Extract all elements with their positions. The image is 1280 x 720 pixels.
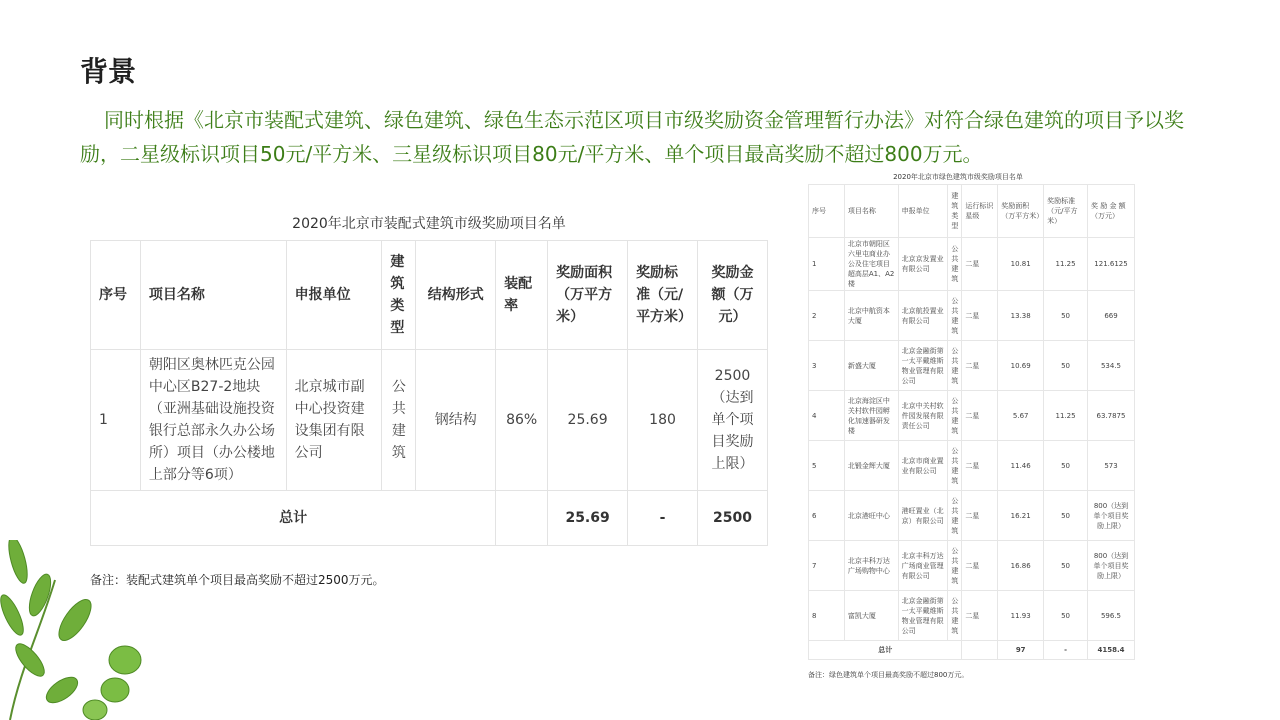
table-row [809, 441, 1135, 491]
green-building-award-table [808, 184, 1135, 660]
table2-total-standard: - [1044, 641, 1088, 660]
table1-caption: 2020年北京市装配式建筑市级奖励项目名单 [292, 216, 566, 232]
table1-header-cell: 奖励金额（万元） [697, 241, 767, 350]
table2-cell: 北京丰科万达广场购物中心 [844, 541, 898, 591]
leaf-decoration-icon [0, 540, 160, 720]
table2-cell: 二星 [962, 391, 998, 441]
table2-note: 备注：绿色建筑单个项目最高奖励不超过800万元。 [808, 671, 969, 679]
table2-header-cell: 奖励标准（元/平方米） [1044, 185, 1088, 238]
table2-header-cell: 奖励面积（万平方米） [998, 185, 1044, 238]
table2-cell: 富凯大厦 [844, 591, 898, 641]
table2-cell: 121.6125 [1088, 238, 1135, 291]
table-row [809, 391, 1135, 441]
table2-cell: 50 [1044, 291, 1088, 341]
table2-header-cell: 申报单位 [898, 185, 948, 238]
table2-header-cell: 奖 励 金 额（万元） [1088, 185, 1135, 238]
table1-cell: 公共建筑 [382, 350, 416, 491]
table2-header-row [809, 185, 1135, 238]
table1-header-cell: 建筑类型 [382, 241, 416, 350]
table2-cell: 800（达到单个项目奖励上限） [1088, 491, 1135, 541]
table-row [91, 350, 768, 491]
table-row [809, 238, 1135, 291]
table1-header-cell: 奖励面积（万平方米） [548, 241, 628, 350]
table-row [809, 491, 1135, 541]
table2-cell: 公共建筑 [948, 491, 962, 541]
table2-cell: 北锻金辉大厦 [844, 441, 898, 491]
table2-cell: 北京航投置业有限公司 [898, 291, 948, 341]
table2-cell: 5.67 [998, 391, 1044, 441]
table2-cell: 公共建筑 [948, 441, 962, 491]
table1-total-row [91, 491, 768, 546]
table2-cell: 13.38 [998, 291, 1044, 341]
table2-cell: 50 [1044, 341, 1088, 391]
table1-total-label: 总计 [91, 491, 496, 546]
table-row [809, 541, 1135, 591]
table2-total-label: 总计 [809, 641, 962, 660]
table1-header-row [91, 241, 768, 350]
table2-total-row [809, 641, 1135, 660]
table2-cell: 11.46 [998, 441, 1044, 491]
table2-cell: 7 [809, 541, 845, 591]
table2-cell: 北京海淀区中关村软件园孵化加速器研发楼 [844, 391, 898, 441]
table1-cell: 钢结构 [416, 350, 496, 491]
table-row [809, 591, 1135, 641]
table2-cell: 16.86 [998, 541, 1044, 591]
table1-header-cell: 项目名称 [140, 241, 286, 350]
table2-cell: 10.69 [998, 341, 1044, 391]
table1-cell [496, 491, 548, 546]
table2-cell: 二星 [962, 238, 998, 291]
table2-cell: 1 [809, 238, 845, 291]
table2-cell: 50 [1044, 591, 1088, 641]
table1-cell: 朝阳区奥林匹克公园中心区B27-2地块（亚洲基础设施投资银行总部永久办公场所）项目（办公楼地上部分等6项） [140, 350, 286, 491]
table2-cell: 10.81 [998, 238, 1044, 291]
table2-cell: 2 [809, 291, 845, 341]
table2-cell: 北京金融街第一太平戴维斯物业管理有限公司 [898, 591, 948, 641]
table1-cell: 2500（达到单个项目奖励上限） [697, 350, 767, 491]
table2-cell: 16.21 [998, 491, 1044, 541]
page-title: 背景 [80, 55, 137, 88]
table2-cell: 11.25 [1044, 391, 1088, 441]
table2-cell: 公共建筑 [948, 341, 962, 391]
table2-cell: 北京金融街第一太平戴维斯物业管理有限公司 [898, 341, 948, 391]
table2-cell: 63.7875 [1088, 391, 1135, 441]
table2-cell: 11.93 [998, 591, 1044, 641]
table2-cell: 北京市朝阳区六里屯商业办公及住宅项目超高层A1、A2楼 [844, 238, 898, 291]
table2-cell: 二星 [962, 491, 998, 541]
prefab-award-table [90, 240, 768, 546]
table2-cell: 二星 [962, 441, 998, 491]
table1-header-cell: 结构形式 [416, 241, 496, 350]
table2-total-area: 97 [998, 641, 1044, 660]
table2-cell: 3 [809, 341, 845, 391]
table1-total-standard: - [628, 491, 698, 546]
table1-cell: 北京城市副中心投资建设集团有限公司 [286, 350, 382, 491]
table2-cell: 800（达到单个项目奖励上限） [1088, 541, 1135, 591]
intro-paragraph: 同时根据《北京市装配式建筑、绿色建筑、绿色生态示范区项目市级奖励资金管理暂行办法》对符合绿色建筑的项目予以奖励，二星级标识项目50元/平方米、三星级标识项目80元/平方米、单个项目最高奖励不超过800万元。 [80, 108, 1184, 166]
table2-cell: 573 [1088, 441, 1135, 491]
table2-cell: 北京京发置业有限公司 [898, 238, 948, 291]
table2-header-cell: 序号 [809, 185, 845, 238]
table2-cell: 新盛大厦 [844, 341, 898, 391]
table2-cell: 公共建筑 [948, 541, 962, 591]
table2-cell: 二星 [962, 341, 998, 391]
table2-cell: 50 [1044, 541, 1088, 591]
table1-note: 备注：装配式建筑单个项目最高奖励不超过2500万元。 [90, 573, 385, 587]
table2-cell: 50 [1044, 491, 1088, 541]
table2-cell: 二星 [962, 291, 998, 341]
table2-cell: 公共建筑 [948, 391, 962, 441]
table1-total-area: 25.69 [548, 491, 628, 546]
table2-header-cell: 运行标识星级 [962, 185, 998, 238]
table2-header-cell: 建筑类型 [948, 185, 962, 238]
table2-cell: 669 [1088, 291, 1135, 341]
table2-cell: 北京港旺中心 [844, 491, 898, 541]
table2-cell: 11.25 [1044, 238, 1088, 291]
table1-cell: 180 [628, 350, 698, 491]
table2-cell: 50 [1044, 441, 1088, 491]
table1-cell: 86% [496, 350, 548, 491]
table2-cell: 公共建筑 [948, 291, 962, 341]
table2-cell: 港旺置业（北京）有限公司 [898, 491, 948, 541]
table2-cell [962, 641, 998, 660]
table1-header-cell: 装配率 [496, 241, 548, 350]
table2-cell: 二星 [962, 541, 998, 591]
table1-total-amount: 2500 [697, 491, 767, 546]
table1-header-cell: 奖励标准（元/平方米） [628, 241, 698, 350]
table2-total-amount: 4158.4 [1088, 641, 1135, 660]
table2-cell: 北京中关村软件园发展有限责任公司 [898, 391, 948, 441]
table1-cell: 1 [91, 350, 141, 491]
table2-cell: 二星 [962, 591, 998, 641]
table2-cell: 北京市商业置业有限公司 [898, 441, 948, 491]
table2-cell: 公共建筑 [948, 591, 962, 641]
table2-cell: 596.5 [1088, 591, 1135, 641]
table2-cell: 公共建筑 [948, 238, 962, 291]
table2-cell: 4 [809, 391, 845, 441]
table2-cell: 534.5 [1088, 341, 1135, 391]
table2-caption: 2020年北京市绿色建筑市级奖励项目名单 [893, 173, 1023, 181]
table2-header-cell: 项目名称 [844, 185, 898, 238]
table-row [809, 341, 1135, 391]
table1-header-cell: 序号 [91, 241, 141, 350]
table2-cell: 北京中航资本大厦 [844, 291, 898, 341]
table1-header-cell: 申报单位 [286, 241, 382, 350]
table2-cell: 5 [809, 441, 845, 491]
table-row [809, 291, 1135, 341]
table2-cell: 北京丰科万达广场商业管理有限公司 [898, 541, 948, 591]
table1-cell: 25.69 [548, 350, 628, 491]
table2-cell: 6 [809, 491, 845, 541]
table2-cell: 8 [809, 591, 845, 641]
